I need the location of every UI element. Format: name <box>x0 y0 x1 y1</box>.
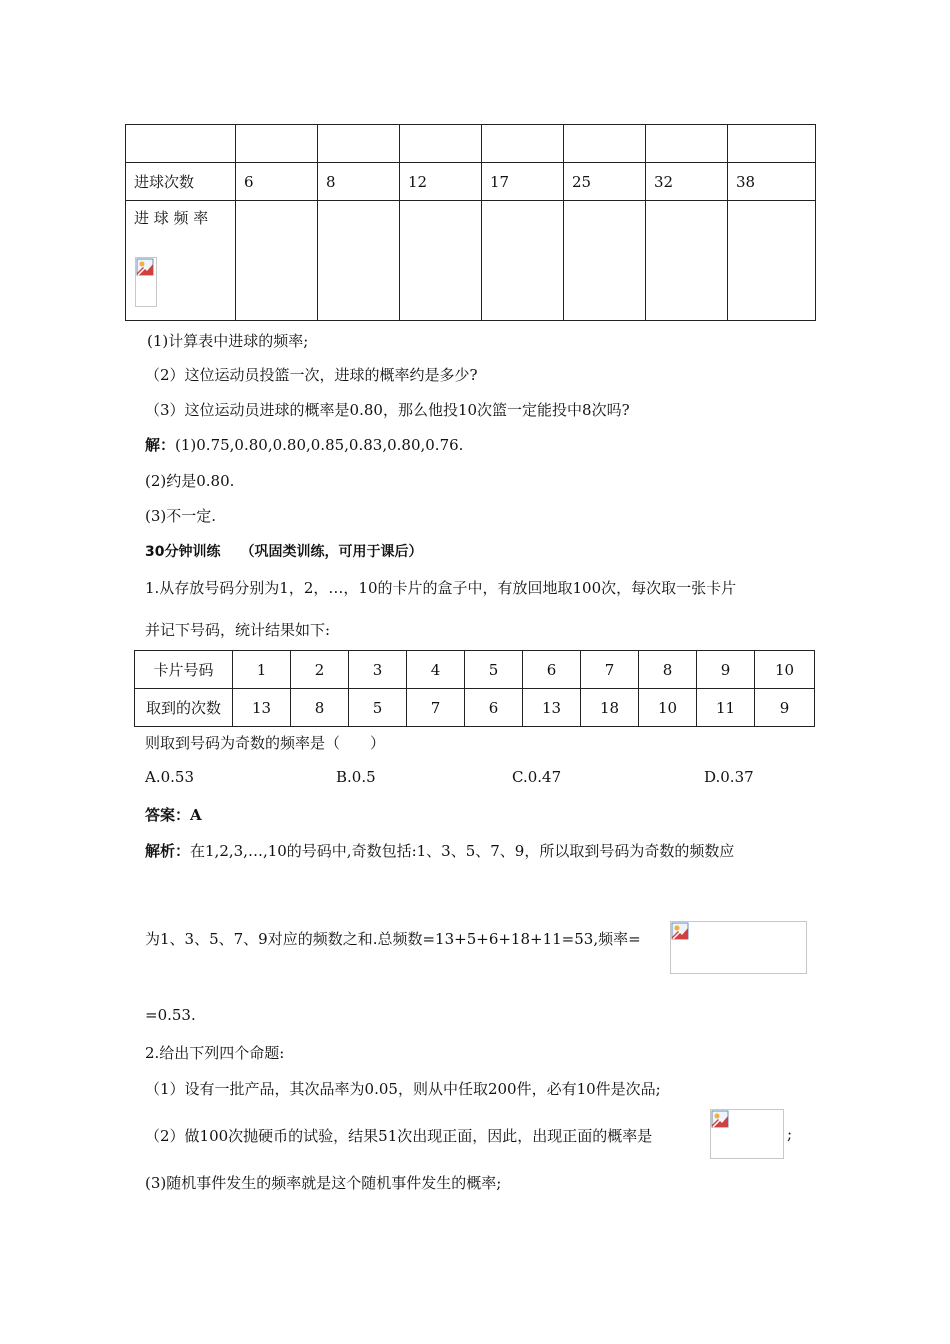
table-cell <box>318 201 400 321</box>
option-d: D.0.37 <box>704 768 754 786</box>
table-cell: 7 <box>407 689 465 727</box>
table-cell <box>400 125 482 163</box>
question-1: (1)计算表中进球的频率; <box>147 332 309 350</box>
analysis-line-3: =0.53. <box>145 1006 196 1024</box>
solution-line-1 <box>145 434 463 455</box>
table-row <box>135 689 815 727</box>
solution-line-2: (2)约是0.80. <box>145 472 235 490</box>
option-c: C.0.47 <box>512 768 562 786</box>
question-2: （2）这位运动员投篮一次，进球的概率约是多少? <box>145 366 478 384</box>
question-3: （3）这位运动员进球的概率是0.80，那么他投10次篮一定能投中8次吗? <box>145 401 630 419</box>
table-cell: 38 <box>728 163 816 201</box>
table-cell: 2 <box>291 651 349 689</box>
proposition-3: (3)随机事件发生的频率就是这个随机事件发生的概率; <box>145 1174 502 1192</box>
solution-label: 解： <box>145 436 176 454</box>
section-subtitle: （巩固类训练，可用于课后） <box>240 544 423 560</box>
formula-image <box>670 921 807 974</box>
table-cell <box>400 201 482 321</box>
table-cell: 8 <box>291 689 349 727</box>
image-placeholder-icon <box>136 258 154 276</box>
answer-line <box>145 804 202 825</box>
table-cell: 6 <box>465 689 523 727</box>
table-cell: 8 <box>318 163 400 201</box>
row-label: 进 球 频 率 <box>134 209 209 227</box>
row-label: 卡片号码 <box>135 651 233 689</box>
answer-label: 答案： <box>145 806 191 824</box>
table-cell: 6 <box>523 651 581 689</box>
answer-value: A <box>190 806 202 824</box>
solution-text: (1)0.75,0.80,0.80,0.85,0.83,0.80,0.76. <box>175 436 464 454</box>
image-placeholder-icon <box>711 1110 729 1128</box>
problem-1-question: 则取到号码为奇数的频率是（ ） <box>145 734 386 752</box>
table-cell: 7 <box>581 651 639 689</box>
table-cell: 12 <box>400 163 482 201</box>
analysis-line-1 <box>145 840 734 861</box>
table-row <box>126 201 816 321</box>
row-label-cell <box>126 201 236 321</box>
table-row <box>126 163 816 201</box>
table-cell <box>646 201 728 321</box>
table-cell <box>482 201 564 321</box>
analysis-label: 解析： <box>145 842 191 860</box>
problem-2-line-1: 2.给出下列四个命题: <box>145 1044 285 1062</box>
analysis-text: 在1,2,3,…,10的号码中,奇数包括:1、3、5、7、9，所以取到号码为奇数的频数应 <box>190 842 735 860</box>
analysis-line-2: 为1、3、5、7、9对应的频数之和.总频数=13+5+6+18+11=53,频率= <box>145 930 641 948</box>
table-cell: 25 <box>564 163 646 201</box>
table-cell: 32 <box>646 163 728 201</box>
table-cell: 9 <box>755 689 815 727</box>
table-cell: 13 <box>233 689 291 727</box>
proposition-2: （2）做100次抛硬币的试验，结果51次出现正面，因此，出现正面的概率是 <box>145 1127 653 1145</box>
table-cell <box>236 125 318 163</box>
solution-line-3: (3)不一定. <box>145 507 217 525</box>
table-cell: 10 <box>639 689 697 727</box>
table-cell: 13 <box>523 689 581 727</box>
problem-1-line-1: 1.从存放号码分别为1，2，…，10的卡片的盒子中，有放回地取100次，每次取一张卡片 <box>145 579 737 597</box>
table-cell <box>236 201 318 321</box>
table-cell <box>728 125 816 163</box>
table-cell: 6 <box>236 163 318 201</box>
table-cell <box>126 125 236 163</box>
table-cell: 18 <box>581 689 639 727</box>
table-cell: 3 <box>349 651 407 689</box>
problem-1-line-2: 并记下号码，统计结果如下: <box>145 621 331 639</box>
table-cell: 5 <box>465 651 523 689</box>
card-count-table <box>134 650 815 727</box>
basketball-frequency-table <box>125 124 816 321</box>
image-placeholder-icon <box>671 922 689 940</box>
proposition-2-tail: ; <box>787 1125 793 1143</box>
table-row <box>135 651 815 689</box>
row-label: 进球次数 <box>126 163 236 201</box>
table-cell <box>564 201 646 321</box>
table-cell: 10 <box>755 651 815 689</box>
table-cell <box>646 125 728 163</box>
table-cell <box>482 125 564 163</box>
table-cell <box>728 201 816 321</box>
fraction-image <box>710 1109 784 1159</box>
table-cell: 9 <box>697 651 755 689</box>
section-title: 30分钟训练 <box>145 544 221 560</box>
option-b: B.0.5 <box>336 768 376 786</box>
table-cell: 4 <box>407 651 465 689</box>
table-cell: 5 <box>349 689 407 727</box>
table-row <box>126 125 816 163</box>
table-cell: 8 <box>639 651 697 689</box>
table-cell: 1 <box>233 651 291 689</box>
row-label: 取到的次数 <box>135 689 233 727</box>
option-a: A.0.53 <box>145 768 194 786</box>
table-cell: 17 <box>482 163 564 201</box>
section-heading <box>145 541 422 561</box>
proposition-1: （1）设有一批产品，其次品率为0.05，则从中任取200件，必有10件是次品; <box>145 1080 661 1098</box>
broken-image-icon <box>135 257 157 307</box>
table-cell <box>318 125 400 163</box>
table-cell <box>564 125 646 163</box>
table-cell: 11 <box>697 689 755 727</box>
